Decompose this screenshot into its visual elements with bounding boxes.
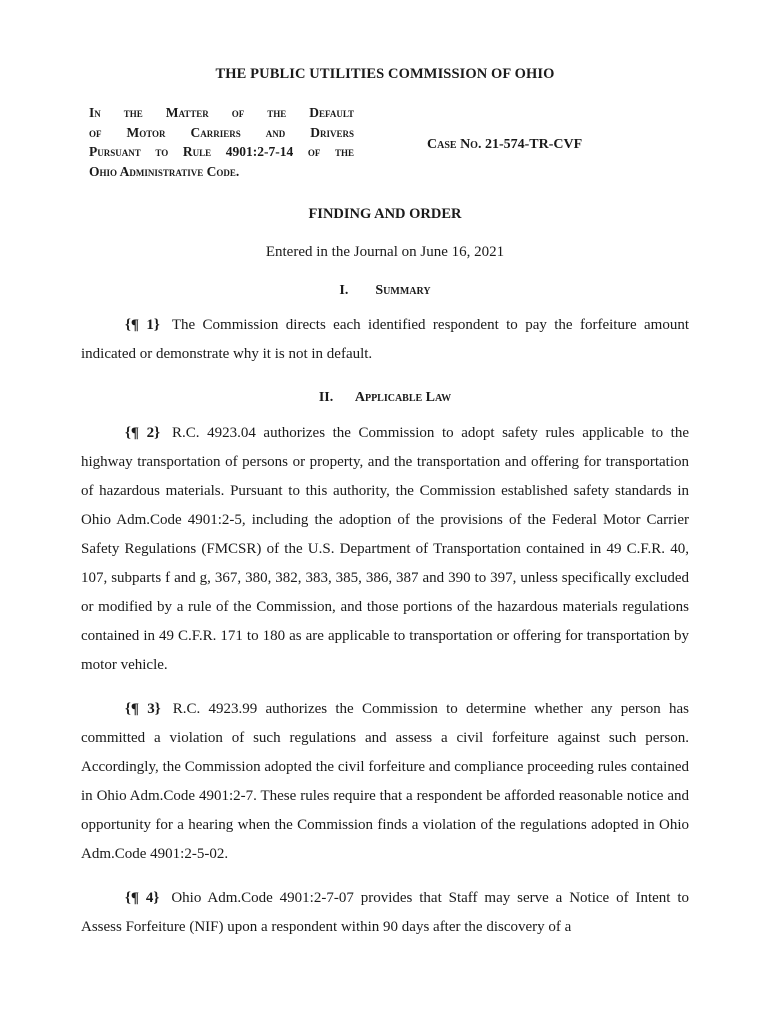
- section-heading-applicable-law: [0, 390, 770, 406]
- paragraph-text: Ohio Adm.Code 4901:2-7-07 provides that Staff may serve a Notice of Intent to Assess Forfeiture (NIF) upon a respondent within 90 days after the discovery of a: [81, 890, 690, 935]
- caption-line: Pursuant to Rule 4901:2-7-14 of the: [89, 144, 354, 159]
- paragraph-1: [81, 311, 689, 369]
- document-title: FINDING AND ORDER: [308, 206, 462, 222]
- section-number: II.: [318, 390, 334, 405]
- paragraph-mark: {¶ 3}: [125, 701, 161, 717]
- section-number: I.: [339, 283, 349, 298]
- paragraph-2: [81, 419, 689, 680]
- case-caption: [89, 103, 354, 181]
- paragraph-text: The Commission directs each identified respondent to pay the forfeiture amount indicated or demonstrate why it is not in default.: [81, 317, 690, 362]
- commission-name: THE PUBLIC UTILITIES COMMISSION OF OHIO: [215, 66, 555, 82]
- paragraph-mark: {¶ 2}: [125, 425, 160, 441]
- case-number: [427, 137, 582, 153]
- case-number-value: 21-574-TR-CVF: [484, 137, 583, 152]
- caption-line: Ohio Administrative Code.: [89, 163, 240, 179]
- section-title: Summary: [375, 283, 431, 298]
- section-heading-summary: [0, 283, 770, 299]
- case-number-prefix: Case No.: [427, 137, 482, 152]
- section-title: Applicable Law: [354, 390, 452, 405]
- paragraph-3: [81, 695, 689, 869]
- caption-line: In the Matter of the Default: [89, 105, 354, 120]
- journal-entry-date: Entered in the Journal on June 16, 2021: [265, 244, 505, 260]
- paragraph-4: [81, 884, 689, 942]
- caption-line: of Motor Carriers and Drivers: [89, 124, 354, 140]
- paragraph-mark: {¶ 1}: [125, 317, 160, 333]
- paragraph-mark: {¶ 4}: [125, 890, 160, 906]
- paragraph-text: R.C. 4923.04 authorizes the Commission to adopt safety rules applicable to the highway transportation of persons or property, and the transportation and offering for transportation of hazardous materials. Pursuant to this authority, the Commission established safety standards in Ohio Adm.Code 4901:2-5, including the adoption of the provisions of the Federal Motor Carrier Safety Regulations (FMCSR) of the U.S. Department of Transportation contained in 49 C.F.R. 40, 107, subparts f and g, 367, 380, 382, 383, 385, 386, 387 and 390 to 397, unless specifically excluded or modified by a rule of the Commission, and those portions of the hazardous materials regulations contained in 49 C.F.R. 171 to 180 as are applicable to transportation or offering for transportation by motor vehicle.: [81, 425, 689, 673]
- paragraph-text: R.C. 4923.99 authorizes the Commission to determine whether any person has committed a violation of such regulations and assess a civil forfeiture against such person. Accordingly, the Commission adopted the civil forfeiture and compliance proceeding rules contained in Ohio Adm.Code 4901:2-7. These rules require that a respondent be afforded reasonable notice and opportunity for a hearing when the Commission finds a violation of the regulations adopted in Ohio Adm.Code 4901:2-5-02.: [81, 701, 689, 862]
